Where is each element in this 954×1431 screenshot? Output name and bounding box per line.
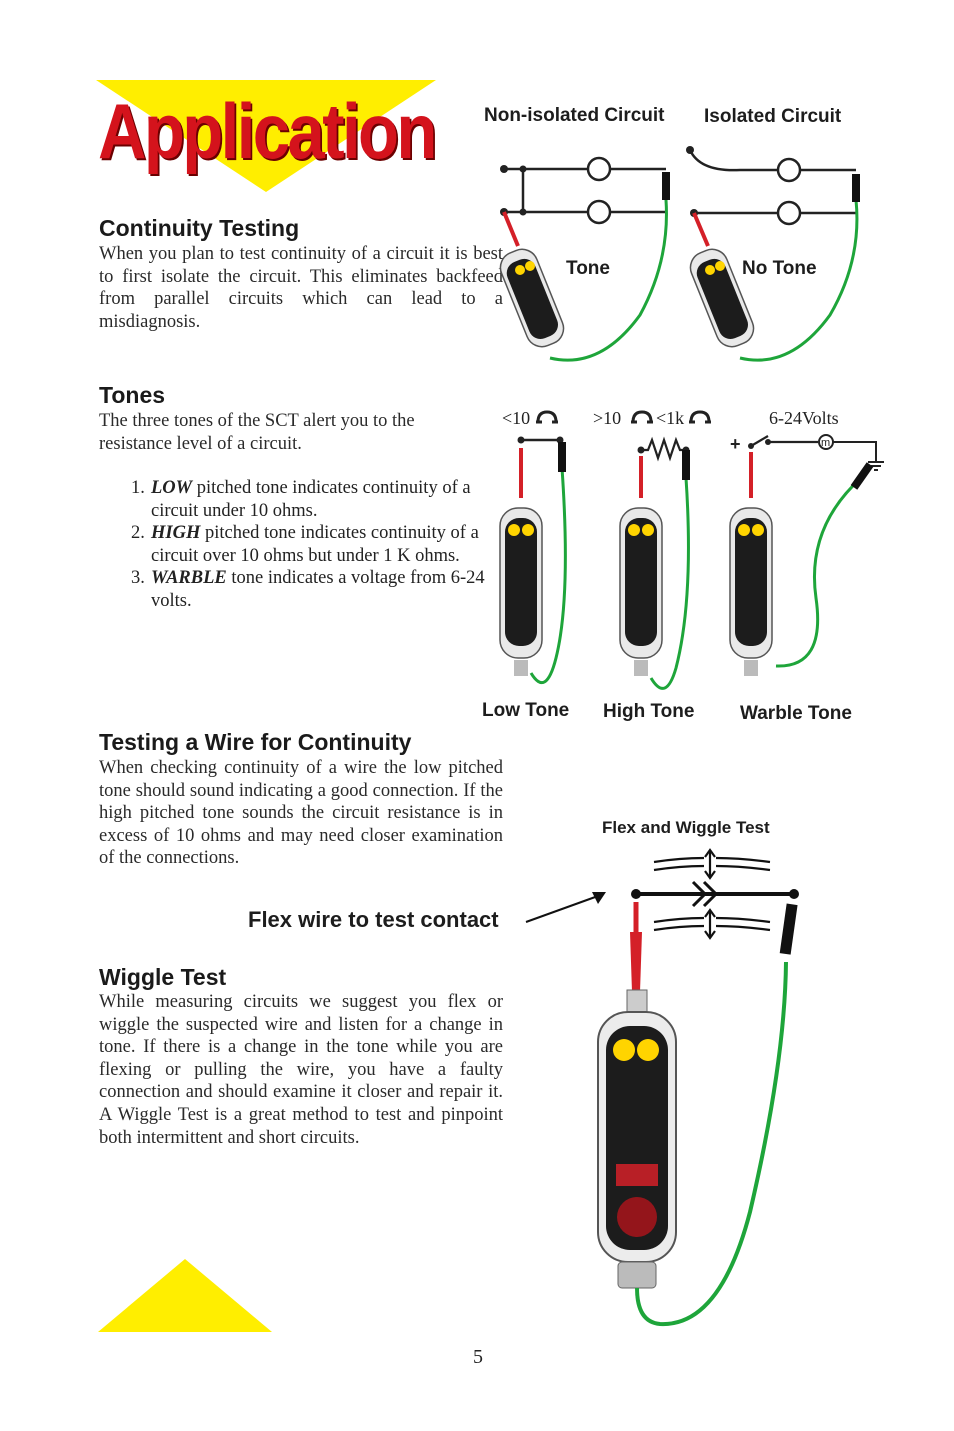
tester-high: [620, 450, 690, 688]
flex-diagram-label: Flex and Wiggle Test: [602, 818, 770, 837]
tones-heading: Tones: [99, 382, 166, 408]
tone-keyword-warble: WARBLE: [151, 568, 227, 589]
high-range-label-b: <1k: [656, 408, 685, 428]
motor-symbol: m: [821, 437, 831, 449]
flex-tester: [598, 902, 798, 1324]
continuity-text: When you plan to test continuity of a circuit it is best to first isolate the circuit. This eliminates backfeed from parallel circuits which can lead to a misdiagnosis.: [99, 244, 503, 332]
tones-list: [99, 477, 491, 613]
warble-tone-label: Warble Tone: [740, 703, 852, 724]
ohm-icon: [689, 412, 711, 422]
tone-item-high: 2. HIGH pitched tone indicates continuity of a circuit over 10 ohms but under 1 K ohms.: [131, 523, 479, 566]
tester-low: [500, 442, 566, 683]
tone-item-low: 1. LOW pitched tone indicates continuity of a circuit under 10 ohms.: [131, 478, 471, 521]
non-isolated-circuit: [504, 158, 666, 223]
plus-sign: +: [730, 434, 741, 454]
continuity-heading: Continuity Testing: [99, 215, 300, 241]
circuit-diagram: [480, 100, 880, 370]
volts-label: 6-24Volts: [769, 408, 839, 428]
wiggle-text: While measuring circuits we suggest you flex or wiggle the suspected wire and listen for a change in tone. If there is a change in the tone while you are flexing or pulling the wire, you have a faulty connection and should examine it closer and repair it. A Wiggle Test is a great method to test and pinpoint both intermittent and short circuits.: [99, 992, 503, 1148]
ohm-icon: [631, 412, 653, 422]
ohm-icon: [536, 412, 558, 422]
tone-item-warble: 3. WARBLE tone indicates a voltage from 6-24 volts.: [131, 568, 485, 611]
tester-warble: [730, 452, 873, 676]
page-number: 5: [473, 1346, 483, 1368]
low-tone-label: Low Tone: [482, 700, 570, 721]
tone-keyword-low: LOW: [151, 478, 193, 498]
wire-test-text: When checking continuity of a wire the low pitched tone should sound indicating a good connection. If the high pitched tone sounds the circuit resistance is in excess of 10 ohms and may need closer examination of the connections.: [99, 758, 503, 869]
flex-wiggle-diagram: [580, 812, 840, 1337]
isolated-circuit: [690, 150, 856, 224]
isolated-label: Isolated Circuit: [704, 106, 842, 127]
tones-intro: The three tones of the SCT alert you to the resistance level of a circuit.: [99, 411, 415, 454]
bottom-yellow-triangle: [98, 1258, 274, 1334]
high-tone-label: High Tone: [603, 701, 695, 722]
flex-callout: Flex wire to test contact: [248, 907, 499, 932]
low-range-label: <10: [502, 408, 531, 428]
tone-diagram: [476, 398, 896, 728]
page-title: Application: [98, 87, 435, 175]
non-isolated-label: Non-isolated Circuit: [484, 105, 665, 126]
no-tone-label: No Tone: [742, 258, 817, 279]
tone-label: Tone: [566, 258, 610, 279]
wiggle-heading: Wiggle Test: [99, 964, 227, 990]
high-range-label-a: >10: [593, 408, 622, 428]
tone-keyword-high: HIGH: [151, 523, 201, 544]
wire-test-heading: Testing a Wire for Continuity: [99, 729, 412, 755]
